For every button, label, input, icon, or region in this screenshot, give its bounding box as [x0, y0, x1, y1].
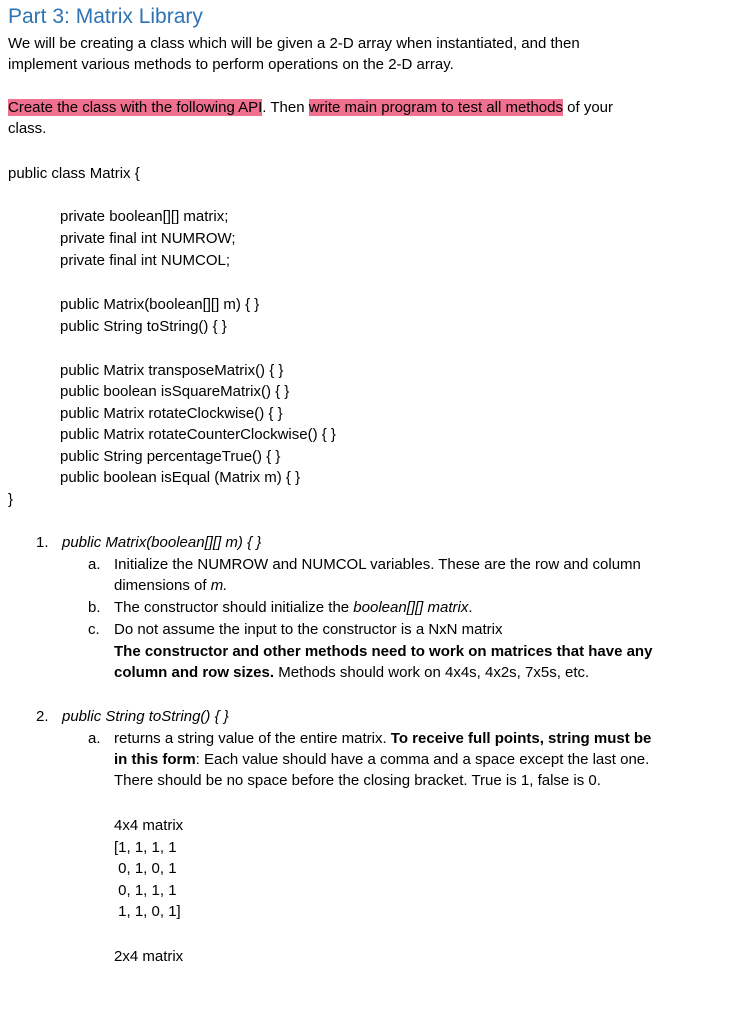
item-1-heading [36, 532, 261, 553]
item-2a-rest: : Each value should have a comma and a space except the last one. [195, 751, 650, 768]
item-2a-line-3: There should be no space before the closing bracket. True is 1, false is 0. [114, 772, 601, 789]
item-1c-rest: Methods should work on 4x4s, 4x2s, 7x5s, etc. [274, 664, 590, 681]
method-rotate-ccw: public Matrix rotateCounterClockwise() { } [60, 426, 336, 443]
example-label-2x4: 2x4 matrix [114, 948, 184, 965]
class-open: public class Matrix { [8, 165, 140, 182]
item-1a-italic: m. [210, 577, 228, 594]
item-1c-line-1 [88, 619, 503, 640]
task-text-1: . Then [262, 99, 309, 116]
item-1c-bold: column and row sizes. [114, 664, 275, 681]
item-1c-text: Do not assume the input to the constructor is a NxN matrix [114, 621, 503, 638]
item-2a-bold: To receive full points, string must be [390, 730, 652, 747]
field-matrix: private boolean[][] matrix; [60, 208, 229, 225]
example-row: [1, 1, 1, 1 [114, 839, 177, 856]
example-label-4x4: 4x4 matrix [114, 817, 184, 834]
field-numrow: private final int NUMROW; [60, 230, 236, 247]
item-1c-line-3 [114, 662, 589, 683]
method-transpose: public Matrix transposeMatrix() { } [60, 362, 284, 379]
intro-line-1: We will be creating a class which will be given a 2-D array when instantiated, and then [8, 35, 580, 52]
task-text-2: of your [563, 99, 614, 116]
method-is-square: public boolean isSquareMatrix() { } [60, 383, 290, 400]
item-1a-line-1 [88, 554, 641, 575]
task-highlight-1: Create the class with the following API [8, 99, 263, 116]
ctor-signature: public Matrix(boolean[][] m) { } [60, 296, 260, 313]
class-close: } [8, 491, 14, 508]
method-is-equal: public boolean isEqual (Matrix m) { } [60, 469, 301, 486]
item-2a-text: returns a string value of the entire matrix. [114, 730, 391, 747]
tostring-signature: public String toString() { } [60, 318, 227, 335]
item-2-title: public String toString() { } [62, 708, 229, 725]
item-1c-line-2: The constructor and other methods need to work on matrices that have any [114, 643, 653, 660]
item-2-number: 2. [36, 708, 49, 725]
item-1a-line-2 [114, 575, 227, 596]
item-2a-line-2 [114, 749, 649, 770]
item-1b-text: The constructor should initialize the [114, 599, 354, 616]
task-line-2: class. [8, 120, 47, 137]
item-1b-period: . [468, 599, 473, 616]
example-row: 0, 1, 0, 1 [114, 860, 177, 877]
page-title: Part 3: Matrix Library [8, 5, 203, 28]
item-2a-marker: a. [88, 730, 101, 747]
item-1b-italic: boolean[][] matrix [353, 599, 469, 616]
item-1-number: 1. [36, 534, 49, 551]
method-percentage-true: public String percentageTrue() { } [60, 448, 281, 465]
task-highlight-2: write main program to test all methods [308, 99, 563, 116]
method-rotate-cw: public Matrix rotateClockwise() { } [60, 405, 283, 422]
item-1c-marker: c. [88, 621, 100, 638]
item-1a-marker: a. [88, 556, 101, 573]
item-1b-line [88, 597, 473, 618]
example-row: 1, 1, 0, 1] [114, 903, 181, 920]
item-2a-line-1 [88, 728, 651, 749]
field-numcol: private final int NUMCOL; [60, 252, 231, 269]
item-2-heading [36, 706, 229, 727]
task-line-1 [8, 97, 613, 118]
item-1-title: public Matrix(boolean[][] m) { } [62, 534, 262, 551]
item-1a-text: Initialize the NUMROW and NUMCOL variables. These are the row and column [114, 556, 641, 573]
item-2a-bold-2: in this form [114, 751, 196, 768]
item-1a-text-2: dimensions of [114, 577, 211, 594]
item-1b-marker: b. [88, 599, 101, 616]
example-row: 0, 1, 1, 1 [114, 882, 177, 899]
intro-line-2: implement various methods to perform operations on the 2-D array. [8, 56, 454, 73]
